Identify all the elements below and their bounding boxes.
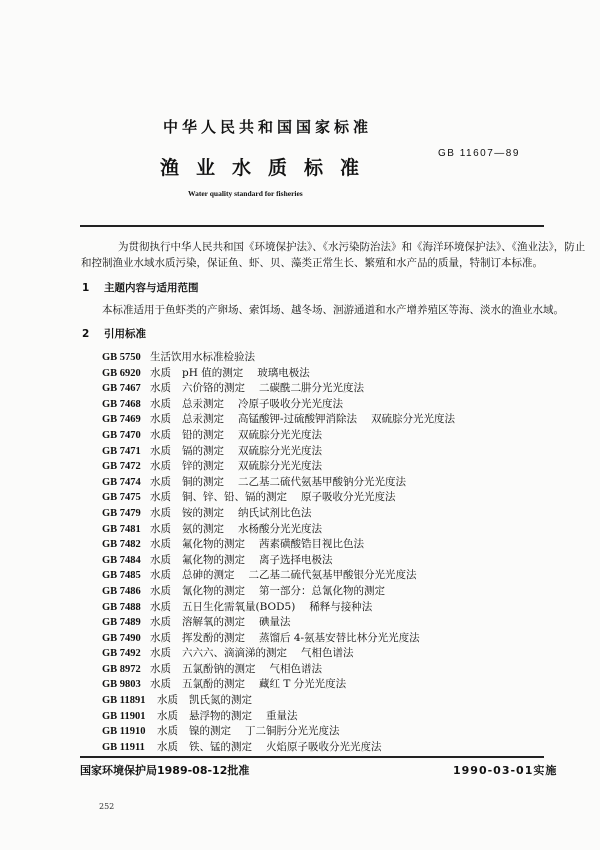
intro-line-2: 和控制渔业水域水质污染，保证鱼、虾、贝、藻类正常生长、繁殖和水产品的质量，特制订本标准。 (81, 257, 543, 269)
reference-method: 双硫腙分光光度法 (238, 444, 322, 457)
reference-code: GB 7484 (102, 554, 141, 566)
reference-method: 总汞测定 (182, 413, 224, 426)
reference-name: 水质 (150, 662, 171, 675)
reference-name: 水质 (150, 600, 171, 613)
reference-item (102, 615, 469, 631)
reference-method: 双硫腙分光光度法 (238, 460, 322, 473)
national-standard-label: 中华人民共和国国家标准 (163, 118, 373, 136)
reference-item (102, 584, 469, 600)
reference-method: 总汞测定 (182, 397, 224, 410)
reference-item (102, 646, 469, 662)
reference-item (102, 662, 469, 678)
reference-code: GB 11891 (102, 695, 146, 707)
reference-code: GB 8972 (102, 663, 141, 675)
section-number: 1 (82, 282, 90, 294)
reference-name: 水质 (150, 538, 171, 551)
reference-code: GB 6920 (102, 367, 141, 379)
reference-name: 生活饮用水标准检验法 (150, 351, 255, 363)
reference-method: 铁、锰的测定 (189, 740, 252, 753)
reference-method: 氟化物的测定 (182, 553, 245, 566)
reference-method: 原子吸收分光光度法 (301, 491, 396, 504)
reference-name: 水质 (150, 584, 171, 597)
reference-item (102, 366, 469, 382)
reference-code: GB 7469 (102, 414, 141, 426)
reference-code: GB 7479 (102, 507, 141, 519)
reference-name: 水质 (150, 522, 171, 535)
reference-name: 水质 (157, 725, 178, 738)
reference-method: 气相色谱法 (269, 662, 322, 675)
reference-method: 火焰原子吸收分光光度法 (266, 740, 382, 753)
reference-name: 水质 (150, 647, 171, 660)
reference-name: 水质 (157, 740, 178, 753)
reference-code: GB 7489 (102, 617, 141, 629)
reference-code: GB 7468 (102, 398, 141, 410)
reference-item (102, 459, 469, 475)
reference-code: GB 7471 (102, 445, 141, 457)
reference-method: 凯氏氮的测定 (189, 694, 252, 707)
reference-method: 锌的测定 (182, 460, 224, 473)
reference-name: 水质 (150, 553, 171, 566)
reference-name: 水质 (150, 366, 171, 379)
reference-item (102, 600, 469, 616)
reference-method: 铵的测定 (182, 506, 224, 519)
reference-method: 气相色谱法 (301, 647, 354, 660)
reference-code: GB 7474 (102, 476, 141, 488)
reference-code: GB 7470 (102, 429, 141, 441)
reference-method: 悬浮物的测定 (189, 709, 252, 722)
reference-method: 铅的测定 (182, 428, 224, 441)
reference-method: 蒸馏后 4-氨基安替比林分光光度法 (259, 631, 420, 644)
reference-method: 铜的测定 (182, 475, 224, 488)
reference-name: 水质 (157, 694, 178, 707)
standard-code: GB 11607—89 (438, 148, 520, 159)
reference-method: 溶解氧的测定 (182, 616, 245, 629)
section-2-heading (82, 326, 146, 341)
reference-method: 镉的测定 (182, 444, 224, 457)
reference-code: GB 7467 (102, 383, 141, 395)
reference-code: GB 7482 (102, 539, 141, 551)
reference-name: 水质 (150, 413, 171, 426)
reference-code: GB 7472 (102, 461, 141, 473)
reference-method: pH 值的测定 (182, 366, 244, 379)
reference-code: GB 7475 (102, 492, 141, 504)
reference-code: GB 7492 (102, 648, 141, 660)
reference-method: 冷原子吸收分光光度法 (238, 397, 343, 410)
reference-list (102, 350, 469, 755)
header-divider (80, 225, 544, 227)
reference-method: 六价铬的测定 (182, 382, 245, 395)
reference-name: 水质 (150, 397, 171, 410)
reference-item (102, 397, 469, 413)
reference-method: 离子选择电极法 (259, 553, 333, 566)
reference-name: 水质 (150, 460, 171, 473)
reference-item (102, 553, 469, 569)
section-title: 引用标准 (104, 328, 146, 340)
reference-method: 双硫腙分光光度法 (238, 428, 322, 441)
reference-method: 稀释与接种法 (309, 600, 373, 613)
reference-item (102, 522, 469, 538)
reference-method: 纳氏试剂比色法 (238, 506, 312, 519)
reference-method: 重量法 (266, 709, 298, 722)
reference-method: 五氯酚的测定 (182, 678, 245, 691)
reference-name: 水质 (150, 475, 171, 488)
reference-item (102, 693, 469, 709)
reference-item (102, 444, 469, 460)
reference-method: 丁二铜肟分光光度法 (245, 725, 340, 738)
reference-item (102, 724, 469, 740)
reference-method: 铜、锌、铅、镉的测定 (182, 491, 287, 504)
reference-item (102, 740, 469, 756)
reference-method: 水杨酸分光光度法 (238, 522, 322, 535)
reference-name: 水质 (150, 506, 171, 519)
reference-method: 茜素磺酸锆目视比色法 (259, 538, 364, 551)
reference-item (102, 677, 469, 693)
section-1-text: 本标准适用于鱼虾类的产卵场、索饵场、越冬场、洄游通道和水产增养殖区等海、淡水的渔业水域。 (102, 304, 564, 316)
reference-method: 镍的测定 (189, 725, 231, 738)
page-number: 252 (99, 802, 115, 811)
section-number: 2 (82, 328, 90, 340)
reference-item (102, 537, 469, 553)
reference-item (102, 350, 469, 366)
reference-method: 高锰酸钾-过硫酸钾消除法 (238, 413, 358, 426)
approval-line: 国家环境保护局1989-08-12批准 (80, 764, 250, 777)
reference-name: 水质 (150, 428, 171, 441)
reference-name: 水质 (150, 678, 171, 691)
reference-method: 二乙基二硫代氨基甲酸钠分光光度法 (238, 475, 406, 488)
reference-name: 水质 (150, 444, 171, 457)
reference-method: 碘量法 (259, 616, 291, 629)
reference-item (102, 475, 469, 491)
reference-method: 总砷的测定 (182, 569, 235, 582)
reference-name: 水质 (150, 491, 171, 504)
reference-code: GB 11901 (102, 710, 146, 722)
reference-method: 玻璃电极法 (257, 366, 310, 379)
reference-name: 水质 (150, 382, 171, 395)
reference-name: 水质 (150, 631, 171, 644)
reference-code: GB 7488 (102, 601, 141, 613)
reference-code: GB 7490 (102, 632, 141, 644)
reference-name: 水质 (150, 569, 171, 582)
reference-method: 挥发酚的测定 (182, 631, 245, 644)
reference-name: 水质 (157, 709, 178, 722)
reference-item (102, 412, 469, 428)
reference-item (102, 490, 469, 506)
reference-method: 五日生化需氧量(BOD5) (182, 600, 296, 613)
reference-method: 氨的测定 (182, 522, 224, 535)
reference-code: GB 7486 (102, 585, 141, 597)
reference-method: 第一部分：总氰化物的测定 (259, 584, 385, 597)
reference-code: GB 11910 (102, 726, 146, 738)
reference-name: 水质 (150, 616, 171, 629)
reference-code: GB 7485 (102, 570, 141, 582)
reference-method: 二碳酰二肼分光光度法 (259, 382, 364, 395)
section-title: 主题内容与适用范围 (104, 282, 199, 294)
document-title: 渔业水质标准 (160, 157, 377, 179)
reference-item (102, 506, 469, 522)
reference-item (102, 631, 469, 647)
reference-method: 氟化物的测定 (182, 538, 245, 551)
reference-method: 六六六、滴滴涕的测定 (182, 647, 287, 660)
reference-code: GB 5750 (102, 352, 141, 363)
reference-method: 藏红 T 分光光度法 (259, 678, 347, 691)
reference-method: 五氯酚钠的测定 (182, 662, 256, 675)
intro-line-1: 为贯彻执行中华人民共和国《环境保护法》、《水污染防治法》和《海洋环境保护法》、《渔业法》，防止 (118, 241, 586, 253)
reference-code: GB 11911 (102, 741, 145, 753)
reference-item (102, 709, 469, 725)
reference-code: GB 9803 (102, 679, 141, 691)
reference-method: 氰化物的测定 (182, 584, 245, 597)
section-1-heading (82, 280, 199, 295)
reference-code: GB 7481 (102, 523, 141, 535)
english-title: Water quality standard for fisheries (188, 189, 303, 198)
reference-item (102, 381, 469, 397)
footer-divider (80, 756, 544, 758)
effective-date: 1990-03-01实施 (453, 764, 558, 777)
reference-method: 二乙基二硫代氨基甲酸银分光光度法 (248, 569, 417, 582)
reference-item (102, 568, 469, 584)
reference-method: 双硫腙分光光度法 (371, 413, 456, 426)
reference-item (102, 428, 469, 444)
